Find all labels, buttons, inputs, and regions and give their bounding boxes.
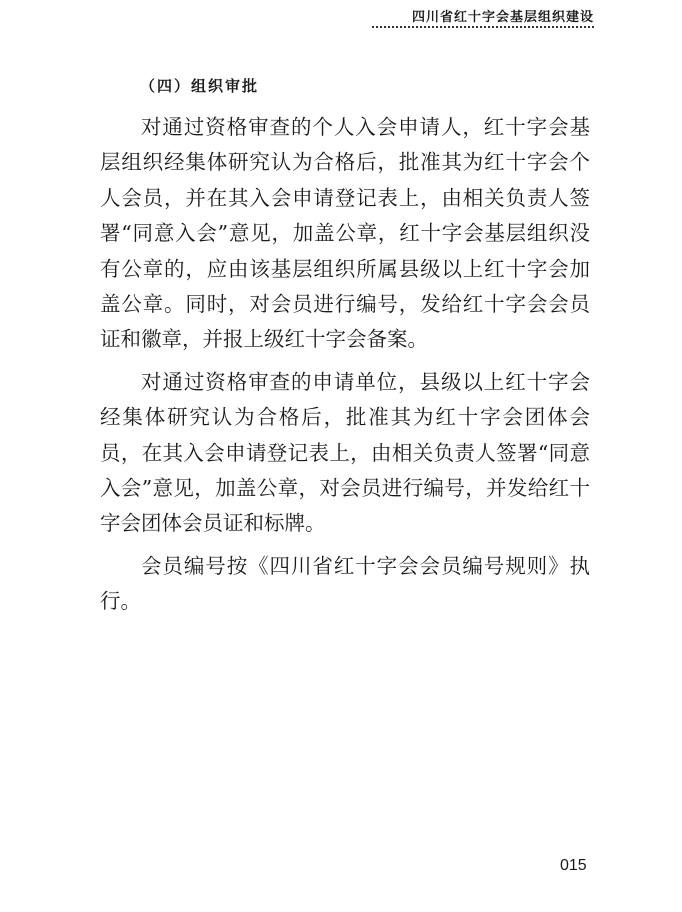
running-header: 四川省红十字会基层组织建设 xyxy=(411,10,594,25)
section-heading: （四）组织审批 xyxy=(140,77,260,95)
header-dotted-rule xyxy=(372,26,594,28)
page-body xyxy=(100,72,590,627)
paragraph-individual-approval: 对通过资格审查的个人入会申请人，红十字会基层组织经集体研究认为合格后，批准其为红十字会个人会员，并在其入会申请登记表上，由相关负责人签署“同意入会”意见，加盖公章，红十字会基层组织没有公章的，应由该基层组织所属县级以上红十字会加盖公章。同时，对会员进行编号，发给红十字会会员证和徽章，并报上级红十字会备案。 xyxy=(100,115,590,352)
paragraph-numbering-rule: 会员编号按《四川省红十字会会员编号规则》执行。 xyxy=(100,553,590,614)
page-number: 015 xyxy=(560,857,587,874)
paragraph-unit-approval: 对通过资格审查的申请单位，县级以上红十字会经集体研究认为合格后，批准其为红十字会团体会员，在其入会申请登记表上，由相关负责人签署“同意入会”意见，加盖公章，对会员进行编号，并发给红十字会团体会员证和标牌。 xyxy=(100,369,590,536)
